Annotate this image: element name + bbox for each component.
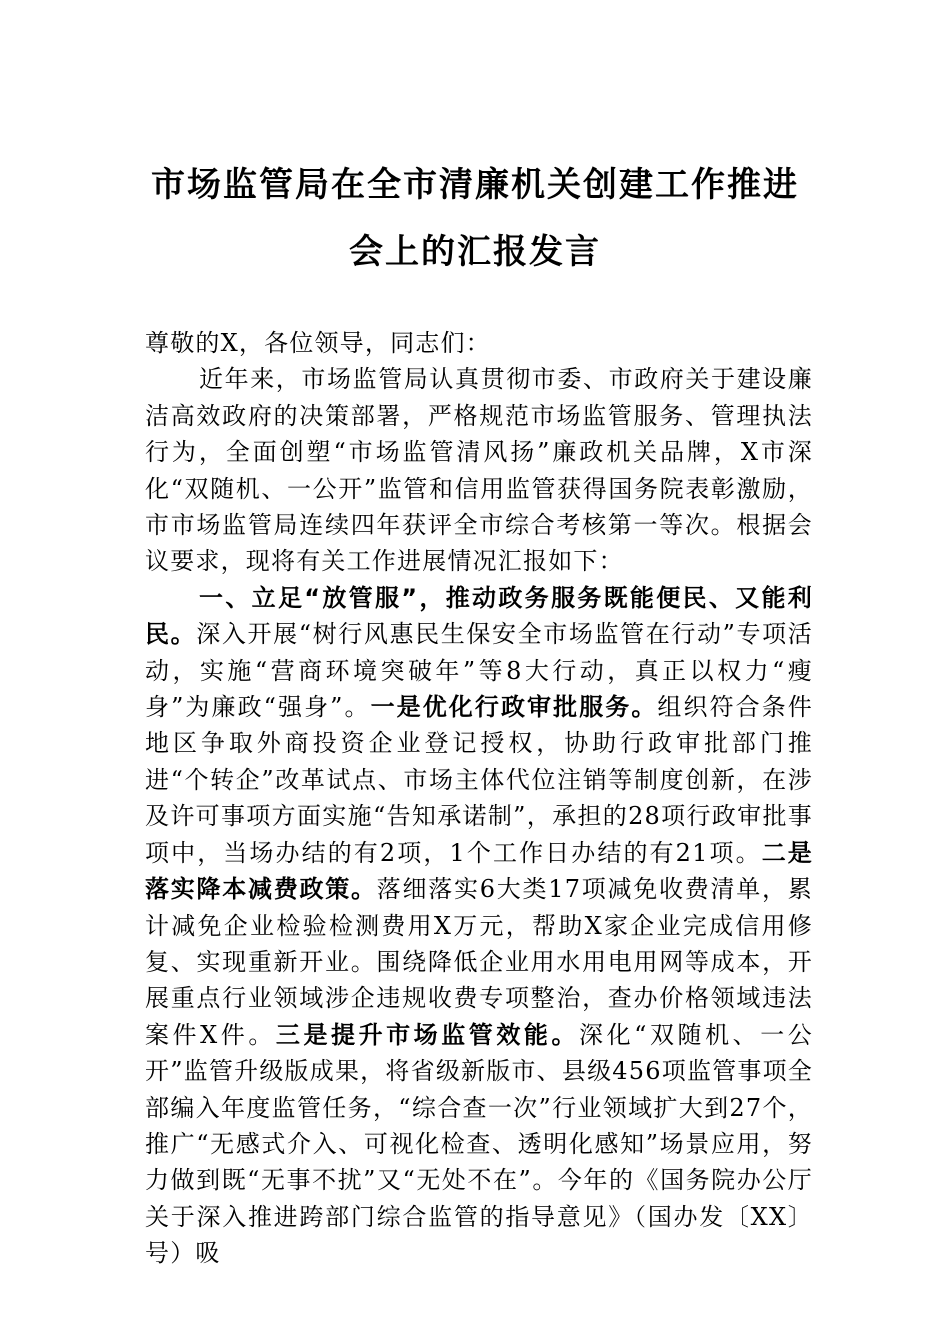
point-3-text: 深化“双随机、一公开”监管升级版成果，将省级新版市、县级456项监管事项全部编入年度监管任务，“综合查一次”行业领域扩大到27个，推广“无感式介入、可视化检查、透明化感知”场景应用，努力做到既“无事不扰”又“无处不在”。今年的《国务院办公厅关于深入推进跨部门综合监管的指导意见》（国办发〔XX〕号）吸	[145, 1020, 813, 1268]
section-1-heading: 一、立足“放管服”，推动政务服务既能便民、又能利民。	[145, 583, 813, 649]
point-2-text: 落细落实6大类17项减免收费清单，累计减免企业检验检测费用X万元，帮助X家企业完成信用修复、实现重新开业。围绕降低企业用水用电用网等成本，开展重点行业领域涉企违规收费专项整治，查办价格领域违法案件X件。	[145, 875, 813, 1049]
point-2-heading: 二是落实降本减费政策。	[145, 838, 814, 904]
section-1-text: 深入开展“树行风惠民生保安全市场监管在行动”专项活动，实施“营商环境突破年”等8大行动，真正以权力“瘦身”为廉政“强身”。	[145, 620, 813, 722]
document-title-line-1: 市场监管局在全市清廉机关创建工作推进	[151, 165, 799, 205]
section-1-paragraph	[145, 580, 813, 1272]
point-3-heading: 三是提升市场监管效能。	[275, 1020, 580, 1049]
intro-paragraph: 近年来，市场监管局认真贯彻市委、市政府关于建设廉洁高效政府的决策部署，严格规范市场监管服务、管理执法行为，全面创塑“市场监管清风扬”廉政机关品牌，X市深化“双随机、一公开”监管和信用监管获得国务院表彰激励，市市场监管局连续四年获评全市综合考核第一等次。根据会议要求，现将有关工作进展情况汇报如下：	[145, 365, 813, 576]
document-title-line-2: 会上的汇报发言	[349, 232, 601, 272]
salutation: 尊敬的X，各位领导，同志们：	[145, 329, 491, 357]
point-1-text: 组织符合条件地区争取外商投资企业登记授权，协助行政审批部门推进“个转企”改革试点、市场主体代位注销等制度创新，在涉及许可事项方面实施“告知承诺制”，承担的28项行政审批事项中，当场办结的有2项，1个工作日办结的有21项。	[145, 693, 814, 867]
point-1-heading: 一是优化行政审批服务。	[370, 693, 658, 722]
document-body	[145, 325, 813, 1272]
